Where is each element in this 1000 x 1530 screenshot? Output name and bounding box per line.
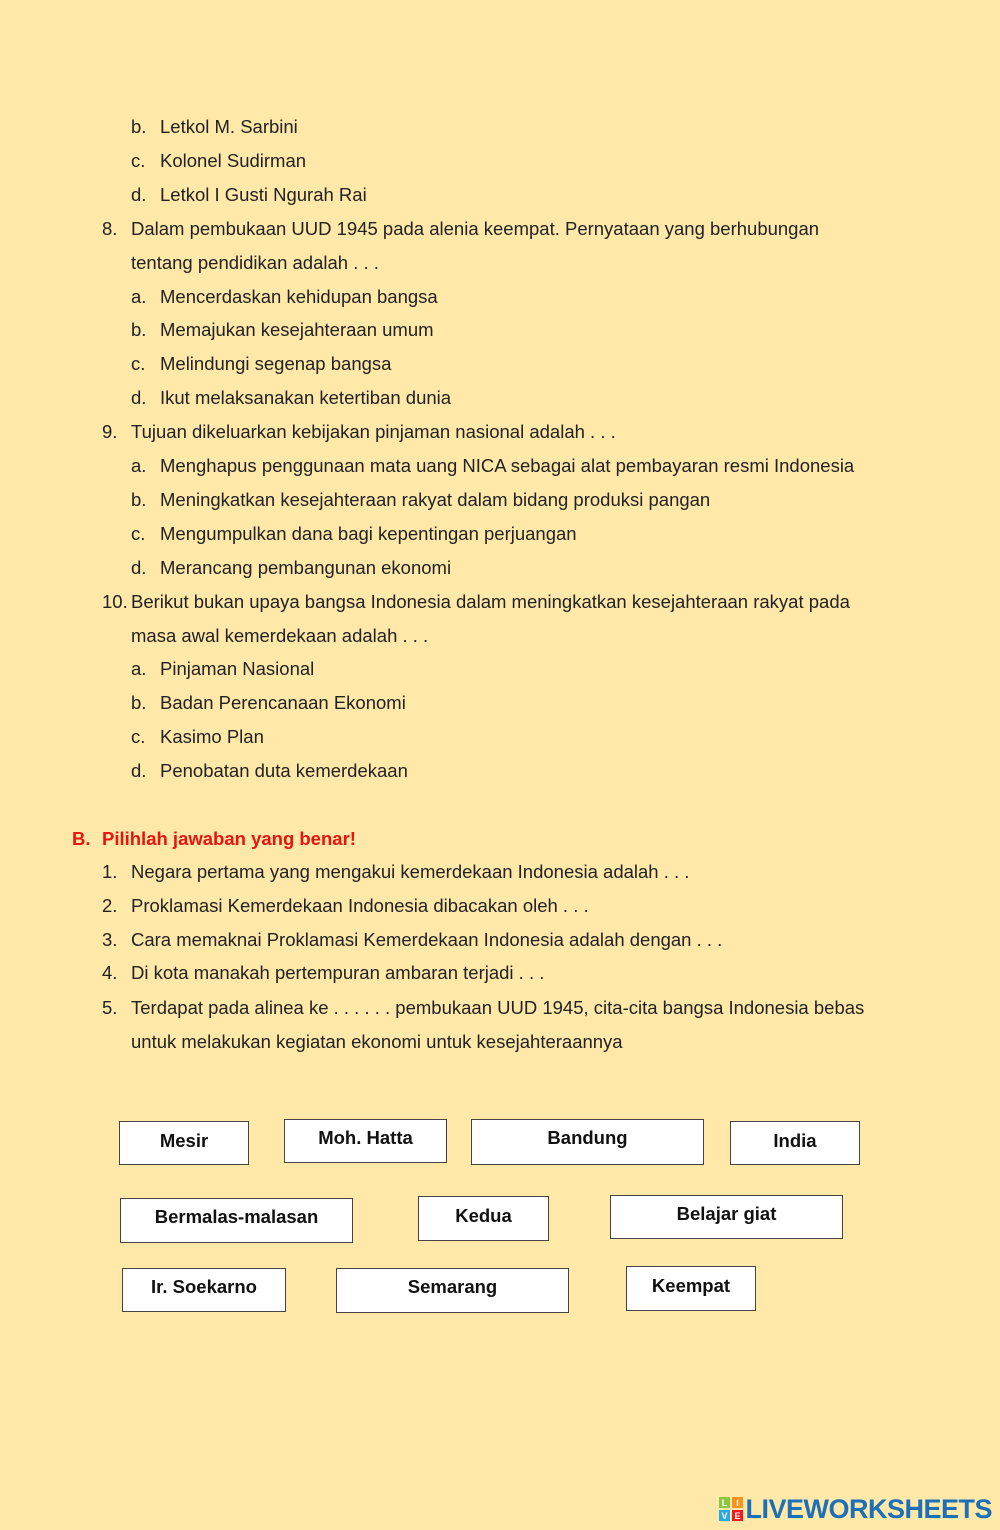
option-text: Menghapus penggunaan mata uang NICA sebagai alat pembayaran resmi Indonesia (160, 455, 855, 476)
answer-box-belajar-giat[interactable]: Belajar giat (610, 1195, 843, 1239)
option-letter: b. (131, 319, 147, 340)
answer-box-india[interactable]: India (730, 1121, 860, 1165)
option-letter: a. (131, 455, 147, 476)
question-number: 4. (102, 962, 118, 983)
question-number: 9. (102, 421, 118, 442)
section-b-heading (72, 828, 356, 850)
liveworksheets-logo-text: LIVEWORKSHEETS (745, 1493, 992, 1524)
option-letter: d. (131, 184, 147, 205)
section-label: B. (72, 828, 91, 849)
question-number: 10. (102, 591, 128, 612)
question-text: Proklamasi Kemerdekaan Indonesia dibacakan oleh . . . (131, 895, 589, 916)
logo-letter: I (736, 1498, 740, 1508)
answer-box-mesir[interactable]: Mesir (119, 1121, 249, 1165)
question-text: Tujuan dikeluarkan kebijakan pinjaman nasional adalah . . . (131, 421, 616, 442)
answer-box-kedua[interactable]: Kedua (418, 1196, 549, 1241)
question-number: 5. (102, 997, 118, 1018)
answer-box-ir-soekarno[interactable]: Ir. Soekarno (122, 1268, 286, 1312)
logo-letter: E (734, 1511, 741, 1521)
option-text: Pinjaman Nasional (160, 658, 315, 679)
question-number: 3. (102, 929, 118, 950)
option-text: Mencerdaskan kehidupan bangsa (160, 286, 438, 307)
answer-box-bandung[interactable]: Bandung (471, 1119, 704, 1165)
question-text: Terdapat pada alinea ke . . . . . . pembukaan UUD 1945, cita-cita bangsa Indonesia bebas (131, 997, 865, 1018)
option-letter: b. (131, 489, 147, 510)
question-text-cont: untuk melakukan kegiatan ekonomi untuk kesejahteraannya (131, 1031, 623, 1052)
question-number: 1. (102, 861, 118, 882)
option-text: Letkol I Gusti Ngurah Rai (160, 184, 367, 205)
option-text: Memajukan kesejahteraan umum (160, 319, 434, 340)
option-letter: d. (131, 760, 147, 781)
option-letter: b. (131, 116, 147, 137)
question-text: Negara pertama yang mengakui kemerdekaan Indonesia adalah . . . (131, 861, 690, 882)
answer-box-keempat[interactable]: Keempat (626, 1266, 756, 1311)
answer-box-semarang[interactable]: Semarang (336, 1268, 569, 1313)
option-text: Penobatan duta kemerdekaan (160, 760, 408, 781)
option-text: Ikut melaksanakan ketertiban dunia (160, 387, 452, 408)
option-letter: c. (131, 150, 146, 171)
option-text: Kolonel Sudirman (160, 150, 307, 171)
option-letter: c. (131, 523, 146, 544)
option-letter: d. (131, 387, 147, 408)
logo-letter: V (721, 1511, 728, 1521)
section-title: Pilihlah jawaban yang benar! (102, 828, 356, 849)
answer-box-bermalas-malasan[interactable]: Bermalas-malasan (120, 1198, 353, 1243)
liveworksheets-logo (719, 1494, 992, 1524)
question-number: 8. (102, 218, 118, 239)
option-text: Kasimo Plan (160, 726, 264, 747)
option-letter: c. (131, 353, 146, 374)
question-text: Cara memaknai Proklamasi Kemerdekaan Indonesia adalah dengan . . . (131, 929, 723, 950)
option-letter: c. (131, 726, 146, 747)
option-letter: b. (131, 692, 147, 713)
option-text: Letkol M. Sarbini (160, 116, 298, 137)
option-text: Badan Perencanaan Ekonomi (160, 692, 406, 713)
option-letter: a. (131, 286, 147, 307)
option-letter: a. (131, 658, 147, 679)
logo-letter: L (722, 1498, 728, 1508)
answer-box-moh-hatta[interactable]: Moh. Hatta (284, 1119, 447, 1163)
option-text: Melindungi segenap bangsa (160, 353, 392, 374)
question-text: Berikut bukan upaya bangsa Indonesia dalam meningkatkan kesejahteraan rakyat pada (131, 591, 850, 612)
option-text: Meningkatkan kesejahteraan rakyat dalam bidang produksi pangan (160, 489, 711, 510)
option-text: Merancang pembangunan ekonomi (160, 557, 452, 578)
option-text: Mengumpulkan dana bagi kepentingan perjuangan (160, 523, 577, 544)
question-text: Dalam pembukaan UUD 1945 pada alenia keempat. Pernyataan yang berhubungan (131, 218, 820, 239)
liveworksheets-logo-icon (719, 1497, 743, 1521)
question-number: 2. (102, 895, 118, 916)
question-text-cont: tentang pendidikan adalah . . . (131, 252, 379, 273)
question-text-cont: masa awal kemerdekaan adalah . . . (131, 625, 429, 646)
question-text: Di kota manakah pertempuran ambaran terjadi . . . (131, 962, 545, 983)
option-letter: d. (131, 557, 147, 578)
